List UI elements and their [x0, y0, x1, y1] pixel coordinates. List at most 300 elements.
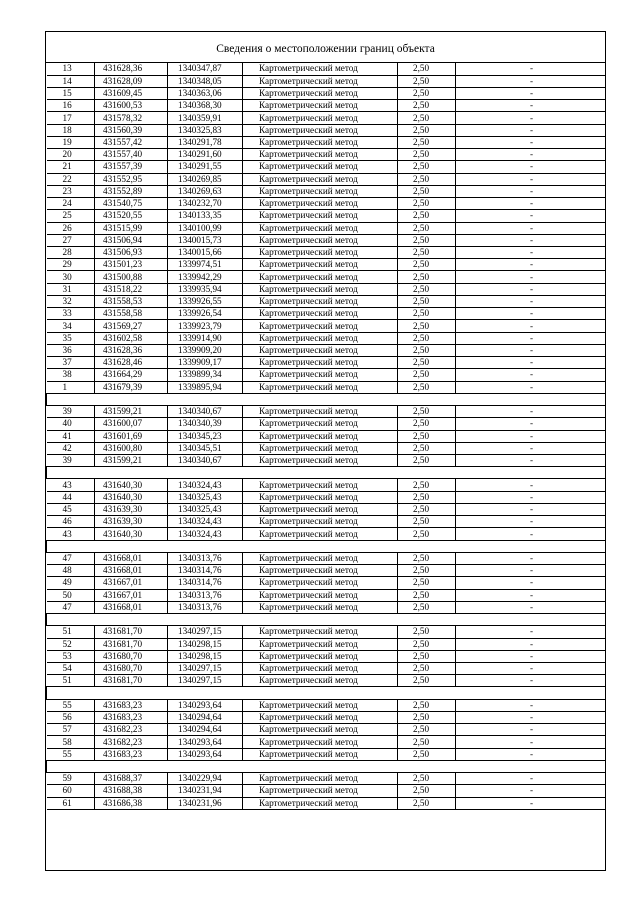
empty-cell — [168, 467, 243, 479]
description-cell: - — [456, 418, 606, 430]
coordinate-y-cell: 1340345,51 — [168, 442, 243, 454]
method-cell: Картометрический метод — [243, 259, 398, 271]
method-cell: Картометрический метод — [243, 736, 398, 748]
coordinate-y-cell: 1339926,55 — [168, 295, 243, 307]
table-row — [47, 320, 606, 332]
description-cell: - — [456, 112, 606, 124]
empty-cell — [47, 540, 95, 552]
method-cell: Картометрический метод — [243, 234, 398, 246]
coordinate-x-cell: 431686,38 — [95, 797, 168, 809]
table-row — [47, 283, 606, 295]
accuracy-cell: 2,50 — [398, 173, 456, 185]
accuracy-cell: 2,50 — [398, 699, 456, 711]
table-row — [47, 185, 606, 197]
empty-cell — [168, 540, 243, 552]
table-row — [47, 455, 606, 467]
table-row — [47, 516, 606, 528]
coordinate-x-cell: 431628,36 — [95, 63, 168, 75]
accuracy-cell: 2,50 — [398, 124, 456, 136]
table-row — [47, 381, 606, 393]
table-row — [47, 63, 606, 75]
table-row — [47, 406, 606, 418]
coordinate-y-cell: 1340298,15 — [168, 650, 243, 662]
point-number-cell: 31 — [47, 283, 95, 295]
point-number-cell: 60 — [47, 785, 95, 797]
description-cell: - — [456, 565, 606, 577]
coordinate-x-cell: 431599,21 — [95, 455, 168, 467]
coordinate-x-cell: 431515,99 — [95, 222, 168, 234]
coordinate-x-cell: 431558,53 — [95, 295, 168, 307]
accuracy-cell: 2,50 — [398, 369, 456, 381]
coordinate-y-cell: 1340269,63 — [168, 185, 243, 197]
empty-cell — [47, 614, 95, 626]
empty-cell — [398, 467, 456, 479]
method-cell: Картометрический метод — [243, 173, 398, 185]
table-row — [47, 295, 606, 307]
description-cell: - — [456, 503, 606, 515]
point-number-cell: 42 — [47, 442, 95, 454]
table-row — [47, 736, 606, 748]
coordinate-x-cell: 431552,95 — [95, 173, 168, 185]
accuracy-cell: 2,50 — [398, 430, 456, 442]
point-number-cell: 27 — [47, 234, 95, 246]
empty-cell — [47, 393, 95, 405]
table-row — [47, 308, 606, 320]
coordinate-x-cell: 431557,42 — [95, 136, 168, 148]
coordinate-x-cell: 431557,39 — [95, 161, 168, 173]
accuracy-cell: 2,50 — [398, 332, 456, 344]
point-number-cell: 15 — [47, 87, 95, 99]
coordinate-y-cell: 1339926,54 — [168, 308, 243, 320]
table-row — [47, 797, 606, 809]
method-cell: Картометрический метод — [243, 357, 398, 369]
table-row — [47, 528, 606, 540]
method-cell: Картометрический метод — [243, 185, 398, 197]
method-cell: Картометрический метод — [243, 87, 398, 99]
description-cell: - — [456, 369, 606, 381]
description-cell: - — [456, 662, 606, 674]
accuracy-cell: 2,50 — [398, 577, 456, 589]
accuracy-cell: 2,50 — [398, 797, 456, 809]
point-number-cell: 56 — [47, 711, 95, 723]
accuracy-cell: 2,50 — [398, 210, 456, 222]
description-cell: - — [456, 283, 606, 295]
coordinate-x-cell: 431628,09 — [95, 75, 168, 87]
method-cell: Картометрический метод — [243, 503, 398, 515]
method-cell: Картометрический метод — [243, 124, 398, 136]
coordinate-x-cell: 431601,69 — [95, 430, 168, 442]
description-cell: - — [456, 344, 606, 356]
description-cell: - — [456, 136, 606, 148]
description-cell: - — [456, 149, 606, 161]
coordinate-x-cell: 431664,29 — [95, 369, 168, 381]
point-number-cell: 52 — [47, 638, 95, 650]
method-cell: Картометрический метод — [243, 112, 398, 124]
empty-cell — [456, 614, 606, 626]
method-cell: Картометрический метод — [243, 283, 398, 295]
empty-cell — [168, 614, 243, 626]
description-cell: - — [456, 650, 606, 662]
method-cell: Картометрический метод — [243, 271, 398, 283]
point-number-cell: 37 — [47, 357, 95, 369]
accuracy-cell: 2,50 — [398, 638, 456, 650]
point-number-cell: 43 — [47, 528, 95, 540]
accuracy-cell: 2,50 — [398, 75, 456, 87]
description-cell: - — [456, 234, 606, 246]
method-cell: Картометрический метод — [243, 320, 398, 332]
method-cell: Картометрический метод — [243, 455, 398, 467]
description-cell: - — [456, 75, 606, 87]
table-row — [47, 503, 606, 515]
accuracy-cell: 2,50 — [398, 161, 456, 173]
coordinate-y-cell: 1340133,35 — [168, 210, 243, 222]
method-cell: Картометрический метод — [243, 626, 398, 638]
empty-cell — [456, 540, 606, 552]
description-cell: - — [456, 222, 606, 234]
description-cell: - — [456, 711, 606, 723]
accuracy-cell: 2,50 — [398, 247, 456, 259]
table-row — [47, 662, 606, 674]
method-cell: Картометрический метод — [243, 565, 398, 577]
description-cell: - — [456, 577, 606, 589]
description-cell: - — [456, 638, 606, 650]
method-cell: Картометрический метод — [243, 724, 398, 736]
point-number-cell: 41 — [47, 430, 95, 442]
coordinate-y-cell: 1340314,76 — [168, 577, 243, 589]
coordinate-y-cell: 1340229,94 — [168, 773, 243, 785]
coordinate-y-cell: 1340347,87 — [168, 63, 243, 75]
accuracy-cell: 2,50 — [398, 516, 456, 528]
accuracy-cell: 2,50 — [398, 308, 456, 320]
method-cell: Картометрический метод — [243, 773, 398, 785]
description-cell: - — [456, 173, 606, 185]
empty-cell — [47, 687, 95, 699]
coordinate-y-cell: 1339909,17 — [168, 357, 243, 369]
description-cell: - — [456, 442, 606, 454]
empty-cell — [95, 687, 168, 699]
point-number-cell: 39 — [47, 406, 95, 418]
accuracy-cell: 2,50 — [398, 87, 456, 99]
description-cell: - — [456, 332, 606, 344]
coordinate-x-cell: 431518,22 — [95, 283, 168, 295]
table-row — [47, 785, 606, 797]
accuracy-cell: 2,50 — [398, 418, 456, 430]
description-cell: - — [456, 491, 606, 503]
table-row — [47, 271, 606, 283]
table-row — [47, 589, 606, 601]
accuracy-cell: 2,50 — [398, 136, 456, 148]
description-cell: - — [456, 198, 606, 210]
accuracy-cell: 2,50 — [398, 295, 456, 307]
table-row — [47, 565, 606, 577]
method-cell: Картометрический метод — [243, 161, 398, 173]
point-number-cell: 20 — [47, 149, 95, 161]
accuracy-cell: 2,50 — [398, 785, 456, 797]
coordinate-y-cell: 1340363,06 — [168, 87, 243, 99]
table-row — [47, 479, 606, 491]
table-row — [47, 442, 606, 454]
empty-cell — [456, 467, 606, 479]
separator-row — [47, 760, 606, 772]
point-number-cell: 21 — [47, 161, 95, 173]
method-cell: Картометрический метод — [243, 381, 398, 393]
point-number-cell: 49 — [47, 577, 95, 589]
method-cell: Картометрический метод — [243, 149, 398, 161]
coordinate-x-cell: 431506,93 — [95, 247, 168, 259]
table-row — [47, 491, 606, 503]
coordinate-x-cell: 431557,40 — [95, 149, 168, 161]
boundary-points-table — [46, 63, 606, 810]
coordinate-x-cell: 431600,53 — [95, 100, 168, 112]
accuracy-cell: 2,50 — [398, 344, 456, 356]
table-row — [47, 418, 606, 430]
point-number-cell: 25 — [47, 210, 95, 222]
point-number-cell: 38 — [47, 369, 95, 381]
coordinate-y-cell: 1340345,23 — [168, 430, 243, 442]
accuracy-cell: 2,50 — [398, 736, 456, 748]
table-row — [47, 259, 606, 271]
coordinate-x-cell: 431683,23 — [95, 699, 168, 711]
table-row — [47, 552, 606, 564]
description-cell: - — [456, 100, 606, 112]
empty-cell — [95, 540, 168, 552]
description-cell: - — [456, 63, 606, 75]
coordinate-x-cell: 431506,94 — [95, 234, 168, 246]
table-row — [47, 724, 606, 736]
coordinate-y-cell: 1340340,39 — [168, 418, 243, 430]
description-cell: - — [456, 161, 606, 173]
method-cell: Картометрический метод — [243, 785, 398, 797]
point-number-cell: 39 — [47, 455, 95, 467]
accuracy-cell: 2,50 — [398, 601, 456, 613]
method-cell: Картометрический метод — [243, 528, 398, 540]
method-cell: Картометрический метод — [243, 63, 398, 75]
coordinate-y-cell: 1340324,43 — [168, 479, 243, 491]
point-number-cell: 19 — [47, 136, 95, 148]
coordinate-y-cell: 1339899,34 — [168, 369, 243, 381]
coordinate-y-cell: 1339914,90 — [168, 332, 243, 344]
coordinate-x-cell: 431520,55 — [95, 210, 168, 222]
coordinate-y-cell: 1340291,78 — [168, 136, 243, 148]
method-cell: Картометрический метод — [243, 418, 398, 430]
coordinate-y-cell: 1340368,30 — [168, 100, 243, 112]
accuracy-cell: 2,50 — [398, 503, 456, 515]
point-number-cell: 35 — [47, 332, 95, 344]
coordinate-x-cell: 431667,01 — [95, 589, 168, 601]
coordinate-x-cell: 431602,58 — [95, 332, 168, 344]
coordinate-y-cell: 1339974,51 — [168, 259, 243, 271]
method-cell: Картометрический метод — [243, 247, 398, 259]
accuracy-cell: 2,50 — [398, 198, 456, 210]
method-cell: Картометрический метод — [243, 295, 398, 307]
accuracy-cell: 2,50 — [398, 271, 456, 283]
empty-cell — [95, 614, 168, 626]
coordinate-x-cell: 431552,89 — [95, 185, 168, 197]
table-row — [47, 198, 606, 210]
coordinate-x-cell: 431501,23 — [95, 259, 168, 271]
accuracy-cell: 2,50 — [398, 528, 456, 540]
description-cell: - — [456, 406, 606, 418]
point-number-cell: 61 — [47, 797, 95, 809]
empty-cell — [398, 760, 456, 772]
point-number-cell: 43 — [47, 479, 95, 491]
method-cell: Картометрический метод — [243, 479, 398, 491]
method-cell: Картометрический метод — [243, 699, 398, 711]
description-cell: - — [456, 528, 606, 540]
coordinate-y-cell: 1340015,66 — [168, 247, 243, 259]
description-cell: - — [456, 601, 606, 613]
table-row — [47, 369, 606, 381]
method-cell: Картометрический метод — [243, 308, 398, 320]
accuracy-cell: 2,50 — [398, 662, 456, 674]
point-number-cell: 16 — [47, 100, 95, 112]
coordinate-y-cell: 1340293,64 — [168, 736, 243, 748]
table-row — [47, 675, 606, 687]
description-cell: - — [456, 381, 606, 393]
table-row — [47, 136, 606, 148]
point-number-cell: 13 — [47, 63, 95, 75]
table-row — [47, 75, 606, 87]
description-cell: - — [456, 357, 606, 369]
description-cell: - — [456, 185, 606, 197]
point-number-cell: 29 — [47, 259, 95, 271]
description-cell: - — [456, 626, 606, 638]
accuracy-cell: 2,50 — [398, 650, 456, 662]
point-number-cell: 51 — [47, 626, 95, 638]
accuracy-cell: 2,50 — [398, 406, 456, 418]
accuracy-cell: 2,50 — [398, 479, 456, 491]
coordinate-x-cell: 431681,70 — [95, 626, 168, 638]
method-cell: Картометрический метод — [243, 100, 398, 112]
point-number-cell: 55 — [47, 699, 95, 711]
coordinate-y-cell: 1340359,91 — [168, 112, 243, 124]
table-row — [47, 100, 606, 112]
point-number-cell: 28 — [47, 247, 95, 259]
coordinate-y-cell: 1340314,76 — [168, 565, 243, 577]
empty-cell — [168, 760, 243, 772]
coordinate-y-cell: 1339909,20 — [168, 344, 243, 356]
point-number-cell: 36 — [47, 344, 95, 356]
description-cell: - — [456, 748, 606, 760]
coordinate-y-cell: 1340297,15 — [168, 662, 243, 674]
point-number-cell: 26 — [47, 222, 95, 234]
point-number-cell: 23 — [47, 185, 95, 197]
point-number-cell: 59 — [47, 773, 95, 785]
table-row — [47, 234, 606, 246]
coordinate-y-cell: 1340348,05 — [168, 75, 243, 87]
accuracy-cell: 2,50 — [398, 259, 456, 271]
point-number-cell: 47 — [47, 552, 95, 564]
coordinate-x-cell: 431600,07 — [95, 418, 168, 430]
coordinate-y-cell: 1340231,94 — [168, 785, 243, 797]
coordinate-x-cell: 431680,70 — [95, 662, 168, 674]
accuracy-cell: 2,50 — [398, 455, 456, 467]
coordinate-x-cell: 431639,30 — [95, 516, 168, 528]
coordinate-y-cell: 1340291,60 — [168, 149, 243, 161]
coordinate-y-cell: 1340340,67 — [168, 406, 243, 418]
method-cell: Картометрический метод — [243, 797, 398, 809]
table-row — [47, 332, 606, 344]
point-number-cell: 48 — [47, 565, 95, 577]
description-cell: - — [456, 455, 606, 467]
coordinate-y-cell: 1340313,76 — [168, 552, 243, 564]
separator-row — [47, 540, 606, 552]
coordinate-x-cell: 431688,38 — [95, 785, 168, 797]
coordinate-x-cell: 431680,70 — [95, 650, 168, 662]
document-frame — [45, 31, 606, 871]
empty-cell — [95, 393, 168, 405]
table-row — [47, 210, 606, 222]
coordinate-y-cell: 1339942,29 — [168, 271, 243, 283]
empty-cell — [168, 393, 243, 405]
method-cell: Картометрический метод — [243, 344, 398, 356]
empty-cell — [243, 540, 398, 552]
empty-cell — [243, 687, 398, 699]
description-cell: - — [456, 247, 606, 259]
accuracy-cell: 2,50 — [398, 381, 456, 393]
coordinate-y-cell: 1339935,94 — [168, 283, 243, 295]
accuracy-cell: 2,50 — [398, 320, 456, 332]
coordinate-x-cell: 431639,30 — [95, 503, 168, 515]
coordinate-x-cell: 431558,58 — [95, 308, 168, 320]
table-row — [47, 149, 606, 161]
method-cell: Картометрический метод — [243, 662, 398, 674]
separator-row — [47, 393, 606, 405]
description-cell: - — [456, 259, 606, 271]
point-number-cell: 44 — [47, 491, 95, 503]
coordinate-x-cell: 431667,01 — [95, 577, 168, 589]
point-number-cell: 46 — [47, 516, 95, 528]
accuracy-cell: 2,50 — [398, 149, 456, 161]
empty-cell — [456, 393, 606, 405]
accuracy-cell: 2,50 — [398, 442, 456, 454]
table-row — [47, 773, 606, 785]
description-cell: - — [456, 552, 606, 564]
empty-cell — [243, 393, 398, 405]
accuracy-cell: 2,50 — [398, 283, 456, 295]
method-cell: Картометрический метод — [243, 430, 398, 442]
description-cell: - — [456, 210, 606, 222]
separator-row — [47, 614, 606, 626]
table-row — [47, 430, 606, 442]
coordinate-y-cell: 1340294,64 — [168, 724, 243, 736]
document-title: Сведения о местоположении границ объекта — [46, 32, 605, 63]
point-number-cell: 24 — [47, 198, 95, 210]
empty-cell — [243, 614, 398, 626]
table-row — [47, 638, 606, 650]
table-row — [47, 247, 606, 259]
coordinate-x-cell: 431668,01 — [95, 601, 168, 613]
method-cell: Картометрический метод — [243, 589, 398, 601]
coordinate-x-cell: 431500,88 — [95, 271, 168, 283]
coordinate-y-cell: 1339895,94 — [168, 381, 243, 393]
table-row — [47, 626, 606, 638]
accuracy-cell: 2,50 — [398, 748, 456, 760]
table-body — [47, 63, 606, 809]
coordinate-x-cell: 431640,30 — [95, 528, 168, 540]
point-number-cell: 47 — [47, 601, 95, 613]
method-cell: Картометрический метод — [243, 601, 398, 613]
description-cell: - — [456, 87, 606, 99]
coordinate-x-cell: 431628,46 — [95, 357, 168, 369]
accuracy-cell: 2,50 — [398, 675, 456, 687]
coordinate-x-cell: 431609,45 — [95, 87, 168, 99]
coordinate-y-cell: 1340294,64 — [168, 711, 243, 723]
coordinate-x-cell: 431569,27 — [95, 320, 168, 332]
accuracy-cell: 2,50 — [398, 711, 456, 723]
accuracy-cell: 2,50 — [398, 222, 456, 234]
coordinate-y-cell: 1340297,15 — [168, 675, 243, 687]
